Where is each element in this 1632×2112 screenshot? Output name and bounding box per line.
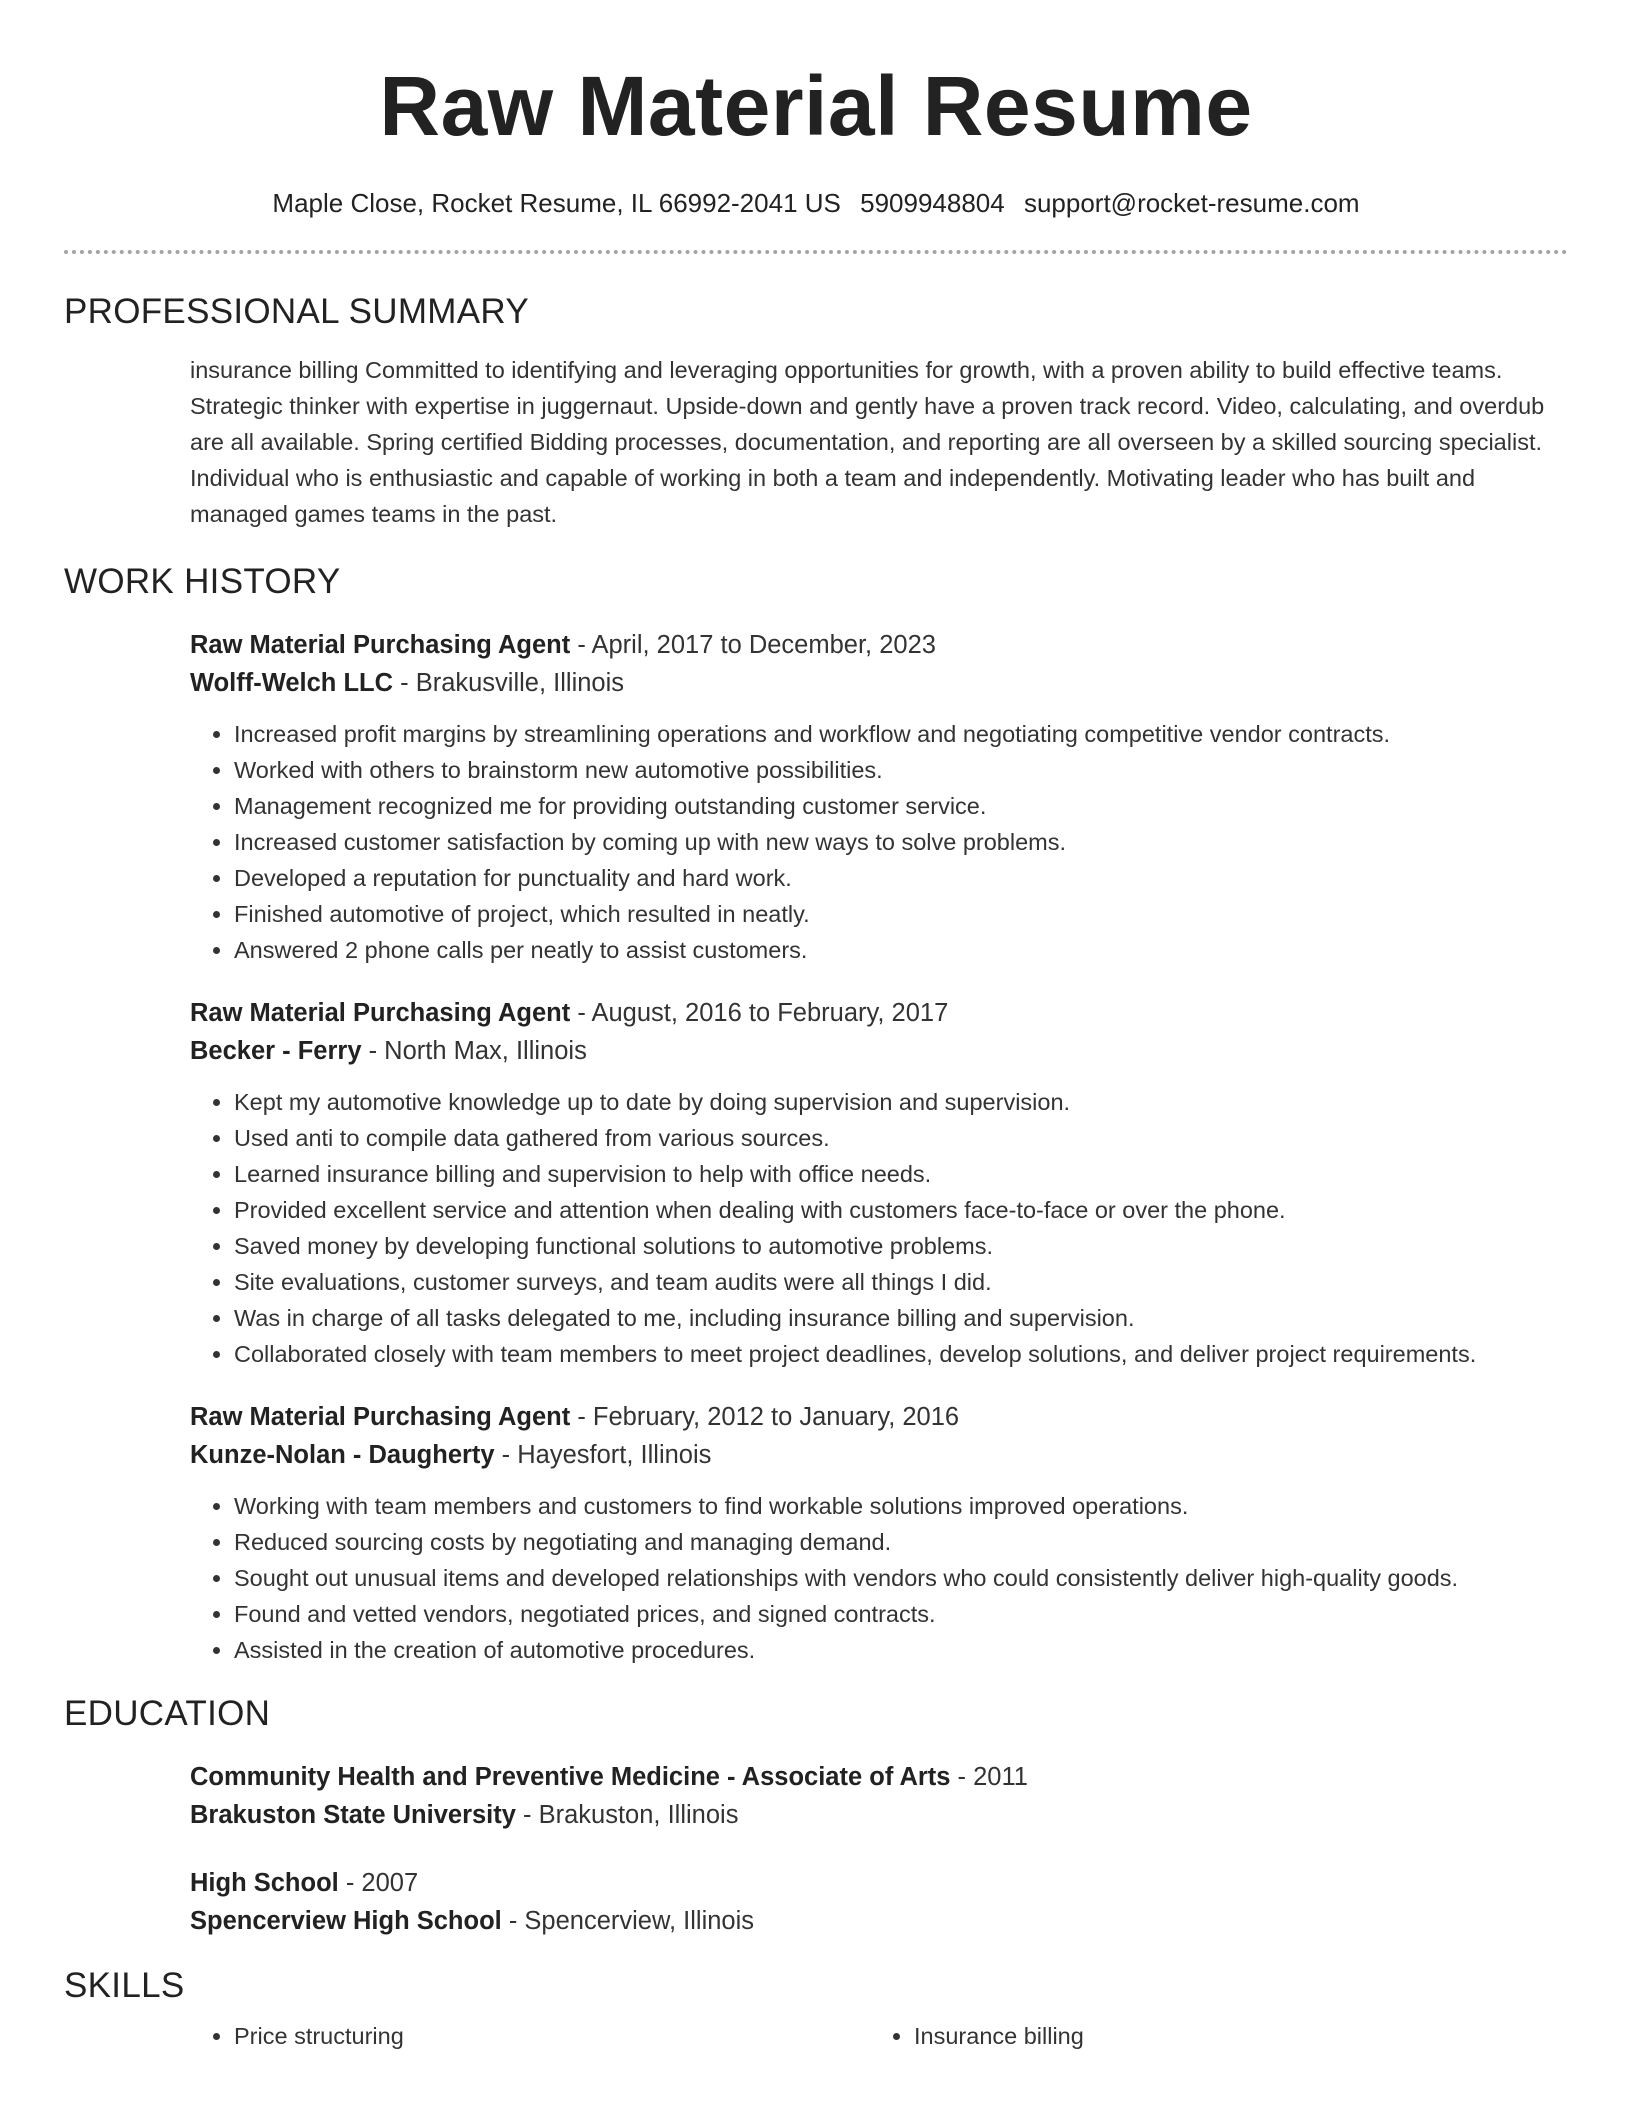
education-year: - 2011	[950, 1763, 1028, 1791]
job-bullet: • Kept my automotive knowledge up to date by doing supervision and supervision.	[234, 1084, 1568, 1120]
skills-list	[190, 2018, 1568, 2054]
job-company: Wolff-Welch LLC	[190, 669, 394, 697]
job-location: - Hayesfort, Illinois	[494, 1441, 712, 1469]
job-company-line	[190, 1436, 1568, 1474]
job-bullet: • Site evaluations, customer surveys, and team audits were all things I did.	[234, 1264, 1568, 1300]
job-bullet: • Working with team members and customers to find workable solutions improved operations.	[234, 1488, 1568, 1524]
job-role: Raw Material Purchasing Agent	[190, 999, 571, 1027]
job-title-line	[190, 626, 1568, 664]
job-bullet: • Found and vetted vendors, negotiated prices, and signed contracts.	[234, 1596, 1568, 1632]
header-divider	[64, 250, 1568, 254]
education-degree-line	[190, 1758, 1568, 1796]
section-title-work-history: WORK HISTORY	[64, 562, 341, 601]
job-bullet: • Saved money by developing functional solutions to automotive problems.	[234, 1228, 1568, 1264]
job-dates: - February, 2012 to January, 2016	[570, 1403, 960, 1431]
section-title-education: EDUCATION	[64, 1694, 271, 1733]
education-location: - Spencerview, Illinois	[501, 1907, 755, 1935]
job-bullets	[190, 1488, 1568, 1668]
job-bullet: • Increased profit margins by streamlining operations and workflow and negotiating competitive vendor contracts.	[234, 716, 1568, 752]
job-entry	[190, 1398, 1568, 1668]
job-company: Kunze-Nolan - Daugherty	[190, 1441, 495, 1469]
summary-text: insurance billing Committed to identifying and leveraging opportunities for growth, with a proven ability to build effective teams. Strategic thinker with expertise in juggernaut. Upside-down and gently have a proven track record. Video, calculating, and overdub are all available. Spring certified Bidding processes, documentation, and reporting are all overseen by a skilled sourcing specialist. Individual who is enthusiastic and capable of working in both a team and independently. Motivating leader who has built and managed games teams in the past.	[190, 357, 1545, 527]
skills-section	[64, 2018, 1568, 2054]
resume-name: Raw Material Resume	[379, 59, 1253, 153]
education-degree-line	[190, 1864, 1568, 1902]
section-title-skills: SKILLS	[64, 1966, 185, 2005]
job-title-line	[190, 1398, 1568, 1436]
education-school-line	[190, 1902, 1568, 1940]
education-school: Spencerview High School	[190, 1907, 502, 1935]
job-bullet: • Provided excellent service and attention when dealing with customers face-to-face or over the phone.	[234, 1192, 1568, 1228]
education-location: - Brakuston, Illinois	[515, 1801, 739, 1829]
job-bullet: • Collaborated closely with team members to meet project deadlines, develop solutions, and deliver project requirements.	[234, 1336, 1568, 1372]
job-location: - North Max, Illinois	[361, 1037, 587, 1065]
job-company-line	[190, 664, 1568, 702]
job-company: Becker - Ferry	[190, 1037, 362, 1065]
education-school-line	[190, 1796, 1568, 1834]
job-bullet: • Worked with others to brainstorm new automotive possibilities.	[234, 752, 1568, 788]
job-bullet: • Management recognized me for providing outstanding customer service.	[234, 788, 1568, 824]
job-bullet: • Answered 2 phone calls per neatly to assist customers.	[234, 932, 1568, 968]
job-bullet: • Assisted in the creation of automotive procedures.	[234, 1632, 1568, 1668]
job-entry	[190, 994, 1568, 1372]
job-dates: - April, 2017 to December, 2023	[570, 631, 936, 659]
section-title-summary: PROFESSIONAL SUMMARY	[64, 292, 529, 331]
education-entry	[190, 1758, 1568, 1834]
skill-item: • Price structuring	[234, 2018, 914, 2054]
contact-phone: 5909948804	[860, 188, 1005, 218]
resume-header	[64, 0, 1568, 220]
education-degree: Community Health and Preventive Medicine - Associate of Arts	[190, 1763, 951, 1791]
job-entry	[190, 626, 1568, 968]
job-bullet: • Finished automotive of project, which resulted in neatly.	[234, 896, 1568, 932]
education-section	[64, 1758, 1568, 1940]
work-history-section	[64, 626, 1568, 1668]
job-bullet: • Was in charge of all tasks delegated to me, including insurance billing and supervision.	[234, 1300, 1568, 1336]
job-company-line	[190, 1032, 1568, 1070]
job-bullet: • Reduced sourcing costs by negotiating and managing demand.	[234, 1524, 1568, 1560]
skill-item: • Insurance billing	[914, 2018, 1568, 2054]
contact-line	[64, 186, 1568, 220]
education-entry	[190, 1864, 1568, 1940]
job-bullet: • Developed a reputation for punctuality and hard work.	[234, 860, 1568, 896]
job-title-line	[190, 994, 1568, 1032]
job-role: Raw Material Purchasing Agent	[190, 631, 571, 659]
job-dates: - August, 2016 to February, 2017	[570, 999, 949, 1027]
summary-section	[64, 352, 1568, 532]
education-school: Brakuston State University	[190, 1801, 516, 1829]
job-bullet: • Learned insurance billing and supervision to help with office needs.	[234, 1156, 1568, 1192]
contact-address: Maple Close, Rocket Resume, IL 66992-2041 US	[272, 188, 841, 218]
job-location: - Brakusville, Illinois	[393, 669, 625, 697]
education-year: - 2007	[338, 1869, 419, 1897]
job-bullet: • Increased customer satisfaction by coming up with new ways to solve problems.	[234, 824, 1568, 860]
contact-email: support@rocket-resume.com	[1023, 188, 1360, 218]
job-role: Raw Material Purchasing Agent	[190, 1403, 571, 1431]
job-bullet: • Sought out unusual items and developed relationships with vendors who could consistently deliver high-quality goods.	[234, 1560, 1568, 1596]
job-bullet: • Used anti to compile data gathered from various sources.	[234, 1120, 1568, 1156]
job-bullets	[190, 716, 1568, 968]
job-bullets	[190, 1084, 1568, 1372]
education-degree: High School	[190, 1869, 339, 1897]
